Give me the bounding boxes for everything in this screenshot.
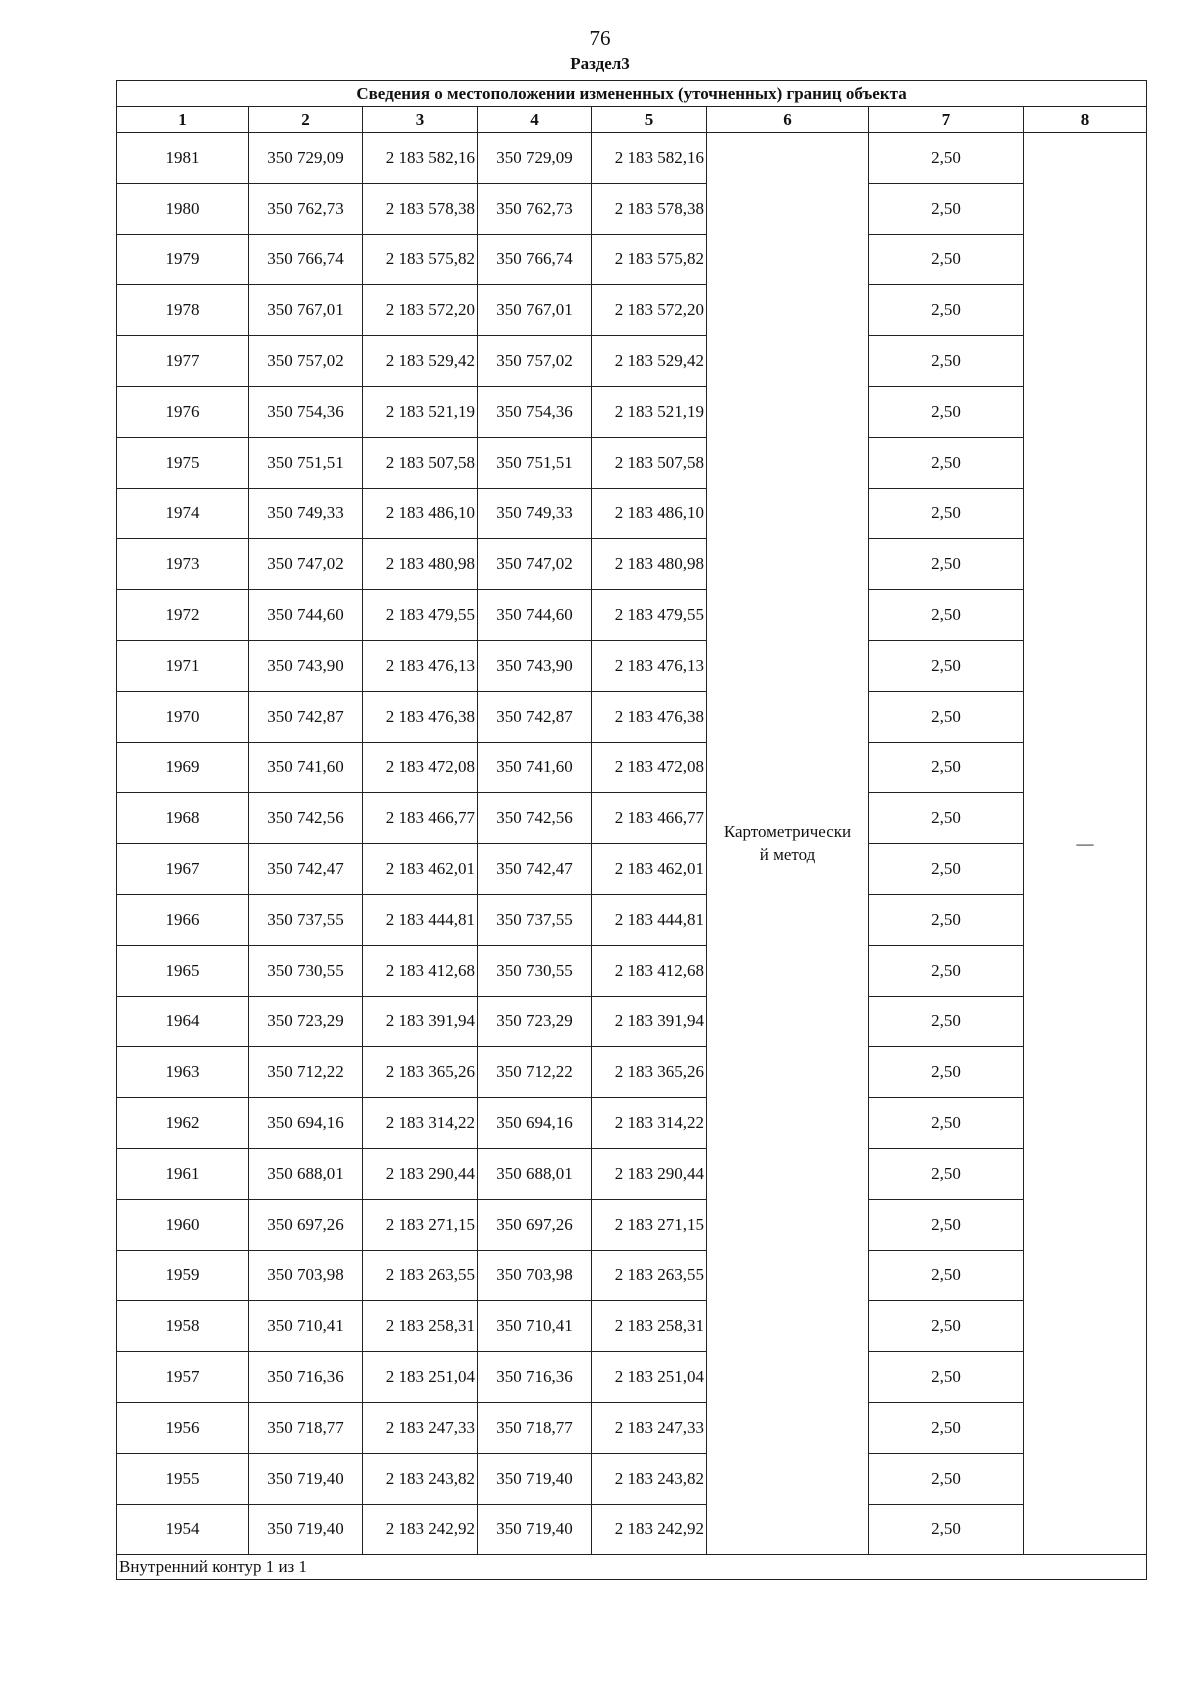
point-number-cell: 1961 (117, 1148, 249, 1199)
point-number-cell: 1976 (117, 386, 249, 437)
y-new-cell: 2 183 582,16 (592, 133, 707, 184)
table-row (117, 793, 1147, 844)
table-row (117, 945, 1147, 996)
accuracy-cell: 2,50 (869, 691, 1024, 742)
table-row (117, 1148, 1147, 1199)
y-old-cell: 2 183 472,08 (363, 742, 478, 793)
accuracy-cell: 2,50 (869, 945, 1024, 996)
point-number-cell: 1968 (117, 793, 249, 844)
y-old-cell: 2 183 507,58 (363, 437, 478, 488)
x-new-cell: 350 742,47 (478, 844, 592, 895)
y-new-cell: 2 183 251,04 (592, 1352, 707, 1403)
y-new-cell: 2 183 242,92 (592, 1504, 707, 1555)
x-old-cell: 350 723,29 (249, 996, 363, 1047)
method-cell (707, 133, 869, 1555)
column-number: 4 (478, 107, 592, 133)
accuracy-cell: 2,50 (869, 1098, 1024, 1149)
y-old-cell: 2 183 290,44 (363, 1148, 478, 1199)
point-number-cell: 1978 (117, 285, 249, 336)
x-old-cell: 350 719,40 (249, 1504, 363, 1555)
table-body (117, 81, 1147, 1580)
table-row (117, 488, 1147, 539)
point-number-cell: 1974 (117, 488, 249, 539)
x-old-cell: 350 688,01 (249, 1148, 363, 1199)
y-old-cell: 2 183 476,13 (363, 640, 478, 691)
table-row (117, 1199, 1147, 1250)
accuracy-cell: 2,50 (869, 1148, 1024, 1199)
y-new-cell: 2 183 529,42 (592, 336, 707, 387)
x-old-cell: 350 766,74 (249, 234, 363, 285)
x-new-cell: 350 694,16 (478, 1098, 592, 1149)
x-old-cell: 350 703,98 (249, 1250, 363, 1301)
y-new-cell: 2 183 290,44 (592, 1148, 707, 1199)
y-new-cell: 2 183 263,55 (592, 1250, 707, 1301)
y-new-cell: 2 183 486,10 (592, 488, 707, 539)
column-number-row (117, 107, 1147, 133)
table-caption-row (117, 81, 1147, 107)
accuracy-cell: 2,50 (869, 844, 1024, 895)
accuracy-cell: 2,50 (869, 640, 1024, 691)
x-new-cell: 350 719,40 (478, 1504, 592, 1555)
point-number-cell: 1977 (117, 336, 249, 387)
boundary-table (116, 80, 1147, 1580)
y-old-cell: 2 183 529,42 (363, 336, 478, 387)
table-row (117, 640, 1147, 691)
y-new-cell: 2 183 314,22 (592, 1098, 707, 1149)
column-number: 6 (707, 107, 869, 133)
column-number: 8 (1024, 107, 1147, 133)
x-old-cell: 350 719,40 (249, 1453, 363, 1504)
y-new-cell: 2 183 444,81 (592, 894, 707, 945)
x-new-cell: 350 719,40 (478, 1453, 592, 1504)
table-row (117, 234, 1147, 285)
y-old-cell: 2 183 258,31 (363, 1301, 478, 1352)
x-new-cell: 350 749,33 (478, 488, 592, 539)
x-new-cell: 350 754,36 (478, 386, 592, 437)
y-new-cell: 2 183 462,01 (592, 844, 707, 895)
x-old-cell: 350 747,02 (249, 539, 363, 590)
x-new-cell: 350 741,60 (478, 742, 592, 793)
x-new-cell: 350 742,56 (478, 793, 592, 844)
table-row (117, 590, 1147, 641)
x-old-cell: 350 749,33 (249, 488, 363, 539)
x-new-cell: 350 742,87 (478, 691, 592, 742)
method-line: Картометрически (723, 821, 852, 841)
y-old-cell: 2 183 575,82 (363, 234, 478, 285)
accuracy-cell: 2,50 (869, 285, 1024, 336)
table-row (117, 1047, 1147, 1098)
column-number: 2 (249, 107, 363, 133)
accuracy-cell: 2,50 (869, 1402, 1024, 1453)
table-row (117, 285, 1147, 336)
accuracy-cell: 2,50 (869, 793, 1024, 844)
point-number-cell: 1964 (117, 996, 249, 1047)
accuracy-cell: 2,50 (869, 1453, 1024, 1504)
table-row (117, 183, 1147, 234)
column-number: 7 (869, 107, 1024, 133)
y-old-cell: 2 183 572,20 (363, 285, 478, 336)
y-old-cell: 2 183 271,15 (363, 1199, 478, 1250)
y-old-cell: 2 183 486,10 (363, 488, 478, 539)
x-new-cell: 350 766,74 (478, 234, 592, 285)
table-footer-row (117, 1555, 1147, 1580)
y-old-cell: 2 183 247,33 (363, 1402, 478, 1453)
x-old-cell: 350 751,51 (249, 437, 363, 488)
point-number-cell: 1969 (117, 742, 249, 793)
point-number-cell: 1956 (117, 1402, 249, 1453)
y-old-cell: 2 183 251,04 (363, 1352, 478, 1403)
y-new-cell: 2 183 480,98 (592, 539, 707, 590)
table-row (117, 1504, 1147, 1555)
page-number: 76 (589, 26, 611, 50)
point-number-cell: 1972 (117, 590, 249, 641)
y-old-cell: 2 183 476,38 (363, 691, 478, 742)
table-row (117, 336, 1147, 387)
y-new-cell: 2 183 243,82 (592, 1453, 707, 1504)
y-new-cell: 2 183 466,77 (592, 793, 707, 844)
point-number-cell: 1980 (117, 183, 249, 234)
point-number-cell: 1979 (117, 234, 249, 285)
x-new-cell: 350 703,98 (478, 1250, 592, 1301)
table-row (117, 691, 1147, 742)
table-row (117, 742, 1147, 793)
y-old-cell: 2 183 365,26 (363, 1047, 478, 1098)
x-old-cell: 350 718,77 (249, 1402, 363, 1453)
y-old-cell: 2 183 314,22 (363, 1098, 478, 1149)
y-old-cell: 2 183 263,55 (363, 1250, 478, 1301)
point-number-cell: 1970 (117, 691, 249, 742)
column-number: 1 (117, 107, 249, 133)
y-old-cell: 2 183 444,81 (363, 894, 478, 945)
x-new-cell: 350 710,41 (478, 1301, 592, 1352)
x-old-cell: 350 710,41 (249, 1301, 363, 1352)
point-number-cell: 1973 (117, 539, 249, 590)
x-old-cell: 350 737,55 (249, 894, 363, 945)
x-old-cell: 350 694,16 (249, 1098, 363, 1149)
table-caption: Сведения о местоположении измененных (уточненных) границ объекта (117, 81, 1147, 107)
x-new-cell: 350 743,90 (478, 640, 592, 691)
y-old-cell: 2 183 466,77 (363, 793, 478, 844)
point-number-cell: 1981 (117, 133, 249, 184)
y-new-cell: 2 183 479,55 (592, 590, 707, 641)
accuracy-cell: 2,50 (869, 1250, 1024, 1301)
accuracy-cell: 2,50 (869, 996, 1024, 1047)
y-new-cell: 2 183 391,94 (592, 996, 707, 1047)
accuracy-cell: 2,50 (869, 488, 1024, 539)
table-row (117, 386, 1147, 437)
method-line: й метод (759, 844, 816, 864)
x-old-cell: 350 730,55 (249, 945, 363, 996)
column-number: 3 (363, 107, 478, 133)
x-new-cell: 350 729,09 (478, 133, 592, 184)
y-old-cell: 2 183 391,94 (363, 996, 478, 1047)
accuracy-cell: 2,50 (869, 590, 1024, 641)
point-number-cell: 1958 (117, 1301, 249, 1352)
x-old-cell: 350 729,09 (249, 133, 363, 184)
y-new-cell: 2 183 575,82 (592, 234, 707, 285)
point-number-cell: 1962 (117, 1098, 249, 1149)
table-row (117, 539, 1147, 590)
y-old-cell: 2 183 578,38 (363, 183, 478, 234)
table-row (117, 894, 1147, 945)
accuracy-cell: 2,50 (869, 437, 1024, 488)
y-new-cell: 2 183 258,31 (592, 1301, 707, 1352)
point-number-cell: 1960 (117, 1199, 249, 1250)
point-number-cell: 1955 (117, 1453, 249, 1504)
x-old-cell: 350 742,87 (249, 691, 363, 742)
y-old-cell: 2 183 480,98 (363, 539, 478, 590)
x-new-cell: 350 747,02 (478, 539, 592, 590)
point-number-cell: 1963 (117, 1047, 249, 1098)
x-old-cell: 350 741,60 (249, 742, 363, 793)
accuracy-cell: 2,50 (869, 1047, 1024, 1098)
accuracy-cell: 2,50 (869, 1199, 1024, 1250)
y-new-cell: 2 183 507,58 (592, 437, 707, 488)
x-old-cell: 350 697,26 (249, 1199, 363, 1250)
x-new-cell: 350 716,36 (478, 1352, 592, 1403)
x-old-cell: 350 742,47 (249, 844, 363, 895)
x-old-cell: 350 757,02 (249, 336, 363, 387)
accuracy-cell: 2,50 (869, 1504, 1024, 1555)
y-new-cell: 2 183 521,19 (592, 386, 707, 437)
table-row (117, 1301, 1147, 1352)
y-new-cell: 2 183 578,38 (592, 183, 707, 234)
table-row (117, 133, 1147, 184)
x-new-cell: 350 730,55 (478, 945, 592, 996)
x-new-cell: 350 688,01 (478, 1148, 592, 1199)
x-new-cell: 350 762,73 (478, 183, 592, 234)
y-old-cell: 2 183 479,55 (363, 590, 478, 641)
point-number-cell: 1959 (117, 1250, 249, 1301)
x-old-cell: 350 744,60 (249, 590, 363, 641)
accuracy-cell: 2,50 (869, 386, 1024, 437)
x-new-cell: 350 712,22 (478, 1047, 592, 1098)
point-number-cell: 1957 (117, 1352, 249, 1403)
note-cell: — (1024, 133, 1147, 1555)
x-old-cell: 350 742,56 (249, 793, 363, 844)
x-old-cell: 350 767,01 (249, 285, 363, 336)
accuracy-cell: 2,50 (869, 1352, 1024, 1403)
point-number-cell: 1967 (117, 844, 249, 895)
accuracy-cell: 2,50 (869, 1301, 1024, 1352)
table-row (117, 1402, 1147, 1453)
x-new-cell: 350 757,02 (478, 336, 592, 387)
x-old-cell: 350 716,36 (249, 1352, 363, 1403)
y-new-cell: 2 183 572,20 (592, 285, 707, 336)
column-number: 5 (592, 107, 707, 133)
accuracy-cell: 2,50 (869, 234, 1024, 285)
x-new-cell: 350 718,77 (478, 1402, 592, 1453)
y-new-cell: 2 183 412,68 (592, 945, 707, 996)
x-new-cell: 350 751,51 (478, 437, 592, 488)
table-row (117, 1453, 1147, 1504)
point-number-cell: 1971 (117, 640, 249, 691)
y-new-cell: 2 183 476,13 (592, 640, 707, 691)
accuracy-cell: 2,50 (869, 133, 1024, 184)
y-old-cell: 2 183 521,19 (363, 386, 478, 437)
table-row (117, 1352, 1147, 1403)
table-row (117, 1098, 1147, 1149)
accuracy-cell: 2,50 (869, 894, 1024, 945)
x-old-cell: 350 743,90 (249, 640, 363, 691)
y-new-cell: 2 183 365,26 (592, 1047, 707, 1098)
table-row (117, 996, 1147, 1047)
table-footer: Внутренний контур 1 из 1 (117, 1555, 1147, 1580)
accuracy-cell: 2,50 (869, 742, 1024, 793)
y-new-cell: 2 183 476,38 (592, 691, 707, 742)
accuracy-cell: 2,50 (869, 539, 1024, 590)
point-number-cell: 1965 (117, 945, 249, 996)
x-new-cell: 350 767,01 (478, 285, 592, 336)
x-old-cell: 350 762,73 (249, 183, 363, 234)
y-new-cell: 2 183 247,33 (592, 1402, 707, 1453)
table-row (117, 1250, 1147, 1301)
y-new-cell: 2 183 472,08 (592, 742, 707, 793)
y-old-cell: 2 183 412,68 (363, 945, 478, 996)
accuracy-cell: 2,50 (869, 336, 1024, 387)
point-number-cell: 1966 (117, 894, 249, 945)
x-old-cell: 350 754,36 (249, 386, 363, 437)
point-number-cell: 1954 (117, 1504, 249, 1555)
y-old-cell: 2 183 242,92 (363, 1504, 478, 1555)
x-old-cell: 350 712,22 (249, 1047, 363, 1098)
section-title: Раздел3 (570, 54, 630, 73)
x-new-cell: 350 737,55 (478, 894, 592, 945)
y-old-cell: 2 183 462,01 (363, 844, 478, 895)
y-old-cell: 2 183 243,82 (363, 1453, 478, 1504)
x-new-cell: 350 744,60 (478, 590, 592, 641)
y-new-cell: 2 183 271,15 (592, 1199, 707, 1250)
y-old-cell: 2 183 582,16 (363, 133, 478, 184)
table-row (117, 844, 1147, 895)
x-new-cell: 350 723,29 (478, 996, 592, 1047)
point-number-cell: 1975 (117, 437, 249, 488)
table-row (117, 437, 1147, 488)
accuracy-cell: 2,50 (869, 183, 1024, 234)
x-new-cell: 350 697,26 (478, 1199, 592, 1250)
